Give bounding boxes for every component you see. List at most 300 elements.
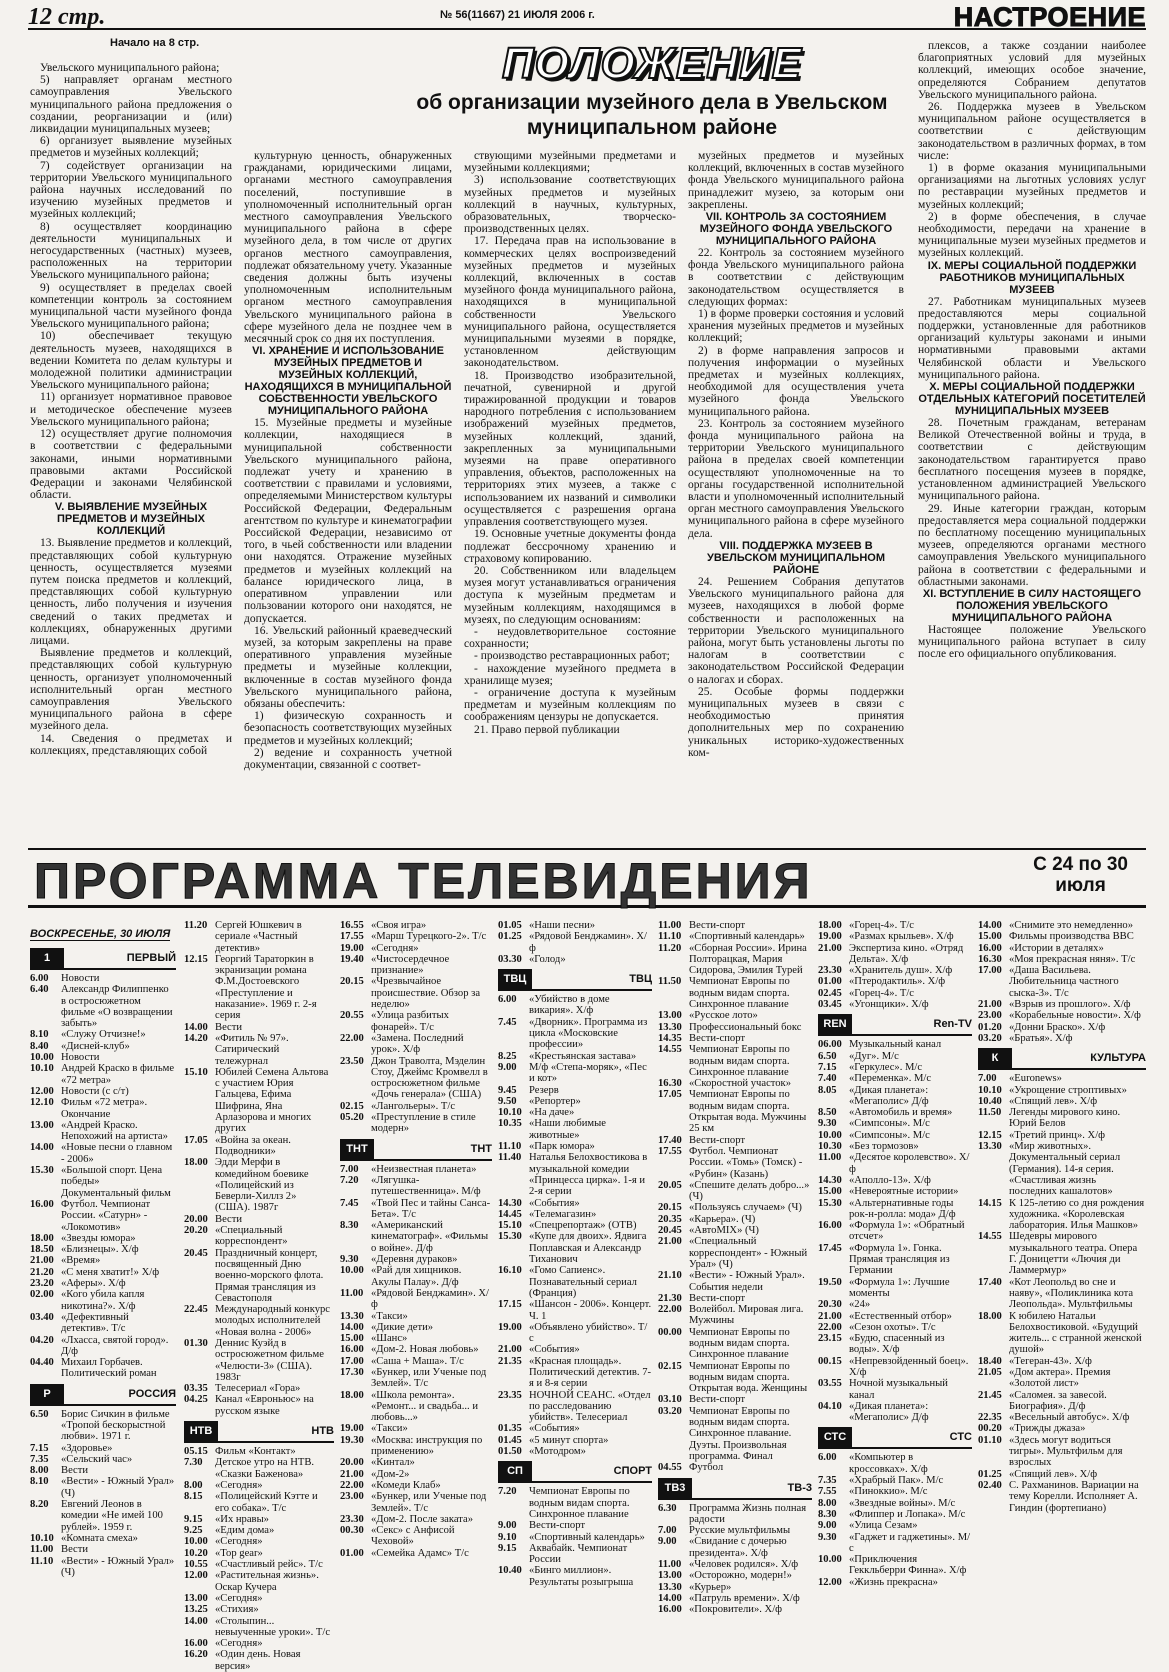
program-time: 16.00 bbox=[818, 1220, 842, 1232]
program-title: Чемпионат Европы по водным видам спорта. Синхронное плавание bbox=[689, 976, 790, 1011]
program-listing bbox=[498, 1322, 652, 1345]
program-title: «Специальный корреспондент» - Южный Урал» (Ч) bbox=[689, 1236, 808, 1270]
program-title: «Естественный отбор» bbox=[849, 1310, 952, 1322]
article-column bbox=[688, 150, 904, 830]
program-title: «Свидание с дочерью президента». Х/ф bbox=[689, 1536, 787, 1559]
program-listing bbox=[978, 1130, 1146, 1141]
channel-logo-icon: Р bbox=[30, 1384, 64, 1404]
article-subtitle: об организации музейного дела в Увельском муниципальном районе bbox=[416, 91, 888, 139]
program-time: 01.25 bbox=[498, 931, 522, 943]
program-time: 02.00 bbox=[30, 1289, 54, 1301]
program-time: 8.15 bbox=[184, 1491, 203, 1503]
program-title: «Дисней-клуб» bbox=[61, 1040, 130, 1052]
article-paragraph: 19. Основные учетные документы фонда подлежат бессрочному хранению и страховому копированию. bbox=[464, 528, 676, 565]
program-listing bbox=[658, 931, 812, 942]
program-time: 18.40 bbox=[978, 1355, 1002, 1367]
program-time: 01.00 bbox=[818, 976, 842, 988]
program-title: Русские мультфильмы bbox=[689, 1525, 791, 1537]
program-time: 8.40 bbox=[30, 1040, 49, 1052]
program-title: «5 минут спорта» bbox=[529, 1434, 609, 1446]
program-time: 10.00 bbox=[340, 1265, 364, 1277]
article-paragraph: 1) физическую сохранность и безопасность соответствующих музейных предметов и музейных коллекций; bbox=[244, 710, 452, 747]
program-listing bbox=[184, 1214, 334, 1225]
program-listing bbox=[30, 1357, 176, 1380]
program-title: «Трижды джаза» bbox=[1009, 1423, 1086, 1435]
issue-line: № 56(11667) 21 ИЮЛЯ 2006 г. bbox=[440, 9, 595, 21]
program-listing bbox=[30, 1556, 176, 1579]
program-title: «Укрощение строптивых» bbox=[1009, 1084, 1127, 1096]
program-time: 05.20 bbox=[340, 1112, 364, 1124]
program-time: 02.15 bbox=[340, 1100, 364, 1112]
article-paragraph: 10) обеспечивает текущую деятельность музеев, находящихся в ведении Комитета по делам культуры и молодежной политики администрации Увельского муниципального района; bbox=[30, 330, 232, 392]
program-listing bbox=[340, 1010, 492, 1033]
program-title: «Столыпин... невыученные уроки». Т/с bbox=[215, 1615, 331, 1638]
program-title: «Сборная России». Ирина Полторацкая, Мария Сидорова, Эмилия Турей bbox=[689, 942, 807, 977]
program-listing bbox=[340, 1423, 492, 1434]
program-time: 02.45 bbox=[818, 987, 842, 999]
program-time: 10.40 bbox=[978, 1095, 1002, 1107]
program-listing bbox=[340, 1101, 492, 1112]
program-time: 7.15 bbox=[818, 1061, 837, 1073]
program-listing bbox=[340, 1367, 492, 1390]
program-title: «Телемагазин» bbox=[529, 1208, 597, 1220]
program-title: Футбол. Чемпионат России. «Сатурн» - «Локомотив» bbox=[61, 1198, 151, 1233]
program-listing bbox=[818, 1299, 972, 1310]
program-listing bbox=[340, 1333, 492, 1344]
program-time: 14.00 bbox=[184, 1615, 208, 1627]
program-title: Фильм «Контакт» bbox=[215, 1446, 296, 1458]
program-time: 11.10 bbox=[498, 1141, 522, 1153]
program-listing bbox=[30, 1443, 176, 1454]
program-time: 16.10 bbox=[498, 1265, 522, 1277]
program-title: «Top gear» bbox=[215, 1547, 263, 1559]
program-listing bbox=[30, 1029, 176, 1040]
program-listing bbox=[340, 1265, 492, 1288]
program-time: 00.20 bbox=[978, 1423, 1002, 1435]
program-time: 10.40 bbox=[498, 1565, 522, 1577]
program-title: Телесериал «Гора» bbox=[215, 1383, 301, 1395]
program-listing bbox=[498, 1118, 652, 1141]
program-title: «Кот Леопольд во сне и наяву», «Поликлиника кота Леопольда». Мультфильмы bbox=[1009, 1276, 1134, 1311]
program-time: 7.20 bbox=[340, 1174, 359, 1186]
tv-dates-line: июля bbox=[1055, 875, 1106, 896]
program-title: Вести-спорт bbox=[689, 1394, 746, 1406]
program-time: 10.10 bbox=[498, 1107, 522, 1119]
program-time: 8.10 bbox=[30, 1476, 49, 1488]
program-time: 15.10 bbox=[498, 1220, 522, 1232]
program-time: 21.00 bbox=[978, 999, 1002, 1011]
program-title: «Гомо Сапиенс». Познавательный сериал (Франция) bbox=[529, 1265, 637, 1299]
program-time: 8.30 bbox=[818, 1508, 837, 1520]
channel-name: КУЛЬТУРА bbox=[1090, 1052, 1146, 1065]
program-title: «Спешите делать добро...» (Ч) bbox=[689, 1179, 810, 1203]
program-title: «Наши любимые животные» bbox=[529, 1118, 606, 1141]
program-time: 10.55 bbox=[184, 1559, 208, 1571]
program-listing bbox=[184, 1383, 334, 1394]
article-paragraph: 15. Музейные предметы и музейные коллекции, находящиеся в муниципальной собственности Увельского муниципального района, подлежат учету и хранению в соответствии с правилами и условиями, определяемыми Министерством культуры Российской Федерации, Федеральным агентством по культуре и кинематографии Российской Федерации, независимо от того, в чьей собственности или владении они находятся. Отражение музейных предметов и музейных коллекций на балансе юридического лица, в оперативном управлении или пользовании которого они находятся, не допускается. bbox=[244, 417, 452, 625]
program-listing bbox=[184, 1604, 334, 1615]
program-time: 16.20 bbox=[184, 1649, 208, 1661]
program-title: «Стихия» bbox=[215, 1604, 259, 1616]
article-paragraph: 7) содействует организации на территории Увельского муниципального района научных исследований по изучению музейных предметов и музейных коллекций; bbox=[30, 159, 232, 221]
program-time: 16.30 bbox=[658, 1078, 682, 1090]
article-column bbox=[30, 62, 232, 830]
program-title: «Большой спорт. Цена победы» Документальный фильм bbox=[61, 1165, 171, 1199]
program-time: 18.50 bbox=[30, 1244, 54, 1256]
program-listing bbox=[658, 1570, 812, 1581]
program-listing bbox=[498, 1231, 652, 1265]
program-time: 11.50 bbox=[658, 976, 682, 988]
program-title: Новости bbox=[61, 1052, 100, 1064]
program-listing bbox=[978, 1412, 1146, 1423]
program-listing bbox=[340, 1033, 492, 1056]
program-listing bbox=[498, 1543, 652, 1566]
channel-name: СПОРТ bbox=[613, 1465, 652, 1478]
program-time: 12.00 bbox=[818, 1576, 842, 1588]
program-time: 7.20 bbox=[498, 1486, 517, 1498]
program-time: 13.25 bbox=[184, 1604, 208, 1616]
program-title: «Преступление в стиле модерн» bbox=[371, 1112, 476, 1135]
article-paragraph: 27. Работникам муниципальных музеев предоставляются меры социальной поддержки, установленные для работников организаций культуры законами и иными нормативными правовыми актами Челябинской области и Увельского муниципального района. bbox=[918, 295, 1146, 381]
program-title: «Американский кинематограф». «Фильмы о войне». Д/ф bbox=[371, 1220, 489, 1254]
program-title: «Формула 1». Гонка. Прямая трансляция из Германии bbox=[849, 1242, 950, 1277]
program-listing bbox=[818, 1107, 972, 1118]
program-title: Аквабайк. Чемпионат России bbox=[529, 1542, 628, 1566]
program-time: 20.15 bbox=[658, 1202, 682, 1214]
program-title: «Рядовой Бенджамин». Х/ф bbox=[529, 931, 647, 954]
program-listing bbox=[498, 1299, 652, 1322]
program-listing bbox=[184, 1525, 334, 1536]
program-listing bbox=[978, 1231, 1146, 1276]
program-time: 20.20 bbox=[184, 1225, 208, 1237]
article-paragraph: 29. Иные категории граждан, которым предоставляется мера социальной поддержки по бесплатному посещению муниципальных музеев, определяются органами местного самоуправления Увельского муниципального района в соответствии с федеральными и областными законами. bbox=[918, 502, 1146, 588]
program-listing bbox=[340, 1514, 492, 1525]
program-time: 04.40 bbox=[30, 1357, 54, 1369]
program-time: 14.00 bbox=[184, 1021, 208, 1033]
program-time: 03.45 bbox=[818, 999, 842, 1011]
program-time: 11.00 bbox=[30, 1544, 54, 1556]
program-time: 22.45 bbox=[184, 1304, 208, 1316]
program-time: 6.50 bbox=[818, 1050, 837, 1062]
program-title: «Крестьянская застава» bbox=[529, 1050, 637, 1062]
channel-header bbox=[658, 1478, 812, 1500]
program-title: «Дом актера». Премия «Золотой лист» bbox=[1009, 1366, 1111, 1390]
program-title: «Хранитель душ». Х/ф bbox=[849, 965, 953, 977]
program-title: «Euronews» bbox=[1009, 1073, 1062, 1085]
program-listing bbox=[340, 1175, 492, 1198]
program-time: 10.10 bbox=[30, 1063, 54, 1075]
program-listing bbox=[30, 1086, 176, 1097]
program-time: 14.15 bbox=[978, 1197, 1002, 1209]
program-time: 20.05 bbox=[658, 1179, 682, 1191]
program-listing bbox=[498, 1198, 652, 1209]
article-paragraph: культурную ценность, обнаруженных гражданами, юридическими лицами, органами местного самоуправления поселений, поступившие в уполномоченный исполнительный орган местного самоуправления Увельского муниципального района в сфере музейного дела, в том числе от других органов местного самоуправления, подлежат обязательному учету. Указанные сведения должны быть изучены уполномоченным исполнительным органом местного самоуправления Увельского муниципального района в сфере музейного дела не позднее чем в месячный срок со дня их поступления. bbox=[244, 150, 452, 346]
program-title: «Замена. Последний урок». Х/ф bbox=[371, 1032, 464, 1056]
section-heading: VII. КОНТРОЛЬ ЗА СОСТОЯНИЕМ МУЗЕЙНОГО ФОНДА УВЕЛЬСКОГО МУНИЦИПАЛЬНОГО РАЙОНА bbox=[699, 211, 893, 248]
program-listing bbox=[978, 999, 1146, 1010]
program-listing bbox=[498, 1107, 652, 1118]
program-title: «Чистосердечное признание» bbox=[371, 953, 450, 977]
program-listing bbox=[184, 1514, 334, 1525]
program-time: 15.10 bbox=[184, 1066, 208, 1078]
program-listing bbox=[30, 1041, 176, 1052]
program-title: Шедевры мирового музыкального театра. Опера Г. Доницетти «Лючия ди Ламмермур» bbox=[1009, 1231, 1138, 1277]
program-title: Фильм «72 метра». Окончание bbox=[61, 1097, 148, 1120]
program-title: «Третий принц». Х/ф bbox=[1009, 1129, 1106, 1141]
channel-header bbox=[818, 1014, 972, 1036]
program-time: 21.20 bbox=[30, 1266, 54, 1278]
program-title: «Наши песни» bbox=[529, 920, 596, 931]
program-title: «Саша + Маша». Т/с bbox=[371, 1355, 464, 1367]
program-title: «Деревня дураков» bbox=[371, 1254, 458, 1266]
program-time: 8.00 bbox=[818, 1497, 837, 1509]
article-column bbox=[464, 150, 676, 830]
tv-column bbox=[658, 920, 812, 1616]
program-listing bbox=[978, 1096, 1146, 1107]
article-paragraph: 24. Решением Собрания депутатов Увельского муниципального района для музеев, находящихся в любой форме собственности и расположенных на территории Увельского муниципального района, могут быть установлены льготы по налогам в соответствии с законодательством Российской Федерации о налогах и сборах. bbox=[688, 575, 904, 686]
program-listing bbox=[658, 976, 812, 1010]
program-title: «Убийство в доме викария». Х/ф bbox=[529, 994, 610, 1017]
program-title: Фильмы производства ВВС bbox=[1009, 931, 1134, 943]
program-listing bbox=[978, 1198, 1146, 1232]
program-listing bbox=[818, 1175, 972, 1186]
program-time: 04.25 bbox=[184, 1394, 208, 1406]
program-listing bbox=[340, 1322, 492, 1333]
program-listing bbox=[658, 1559, 812, 1570]
article-paragraph: - нахождение музейного предмета в хранилище музея; bbox=[464, 662, 676, 687]
program-time: 19.00 bbox=[498, 1321, 522, 1333]
channel-name: РОССИЯ bbox=[128, 1387, 176, 1400]
program-time: 03.20 bbox=[658, 1405, 682, 1417]
program-title: Волейбол. Мировая лига. Мужчины bbox=[689, 1304, 804, 1327]
page-number: 12 стр. bbox=[28, 4, 106, 30]
program-title: «Школа ремонта». «Ремонт... и свадьба... и любовь...» bbox=[371, 1389, 479, 1424]
channel-name: НТВ bbox=[311, 1425, 334, 1438]
program-title: Детское утро на НТВ. «Сказки Баженова» bbox=[215, 1457, 315, 1480]
program-title: «Один день. Новая версия» bbox=[215, 1649, 301, 1672]
program-time: 17.00 bbox=[978, 965, 1002, 977]
program-time: 22.00 bbox=[818, 1321, 842, 1333]
program-title: «Горец-4». Т/с bbox=[849, 987, 914, 999]
program-title: «События» bbox=[529, 1423, 580, 1435]
program-title: Футбол. Чемпионат России. «Томь» (Томск) - «Рубин» (Казань) bbox=[689, 1145, 803, 1180]
program-time: 7.40 bbox=[818, 1073, 837, 1085]
program-listing bbox=[978, 1085, 1146, 1096]
article-column bbox=[918, 40, 1146, 830]
program-time: 8.20 bbox=[30, 1499, 49, 1511]
program-listing bbox=[818, 1486, 972, 1497]
program-listing bbox=[818, 931, 972, 942]
program-listing bbox=[184, 1491, 334, 1514]
article-paragraph: Выявление предметов и коллекций, представляющих собой культурную ценность, организует уполномоченный исполнительный орган местного самоуправления Увельского муниципального района в сфере музейного дела. bbox=[30, 647, 232, 733]
program-listing bbox=[978, 1356, 1146, 1367]
program-title: «Лхасса, святой город». Д/ф bbox=[61, 1334, 169, 1357]
program-title: «Лягушка-путешественница». М/ф bbox=[371, 1174, 481, 1198]
program-time: 11.00 bbox=[818, 1152, 842, 1164]
program-time: 21.00 bbox=[818, 942, 842, 954]
channel-name: Ren-TV bbox=[933, 1018, 972, 1031]
program-time: 05.15 bbox=[184, 1446, 208, 1458]
program-listing bbox=[340, 1164, 492, 1175]
program-title: «Вести» - Южный Урал» (Ч) bbox=[61, 1555, 175, 1578]
program-listing bbox=[498, 1446, 652, 1457]
program-title: «С меня хватит!» Х/ф bbox=[61, 1266, 160, 1278]
program-time: 7.30 bbox=[184, 1457, 203, 1469]
article-paragraph: 3) использование соответствующих музейных предметов и музейных коллекций в научных, культурных, образовательных, творческо-производственных целях. bbox=[464, 174, 676, 236]
program-time: 9.50 bbox=[498, 1095, 517, 1107]
program-listing bbox=[184, 1480, 334, 1491]
program-title: «Корабельные новости». Х/ф bbox=[1009, 1010, 1141, 1022]
article-paragraph: 26. Поддержка музеев в Увельском муниципальном районе осуществляется в соответствии с действующим законодательством в различных формах, в том числе: bbox=[918, 101, 1146, 162]
program-time: 8.50 bbox=[818, 1107, 837, 1119]
program-listing bbox=[818, 1378, 972, 1401]
program-listing bbox=[978, 1073, 1146, 1084]
program-title: Джон Траволта, Мэделин Стоу, Джеймс Кромвелл в остросюжетном фильме «Дочь генерала» (США) bbox=[371, 1055, 488, 1101]
program-time: 23.00 bbox=[340, 1491, 364, 1503]
program-listing bbox=[818, 1039, 972, 1050]
program-listing bbox=[978, 954, 1146, 965]
program-time: 11.00 bbox=[340, 1287, 364, 1299]
program-listing bbox=[184, 1067, 334, 1135]
program-title: Вести bbox=[215, 1021, 243, 1033]
program-title: «Неизвестная планета» bbox=[371, 1163, 477, 1175]
program-listing bbox=[498, 1265, 652, 1299]
page-header bbox=[28, 2, 1146, 32]
program-time: 21.00 bbox=[498, 1344, 522, 1356]
program-listing bbox=[818, 1509, 972, 1520]
program-listing bbox=[658, 1089, 812, 1134]
program-time: 01.35 bbox=[498, 1423, 522, 1435]
program-listing bbox=[340, 1311, 492, 1322]
program-listing bbox=[340, 1469, 492, 1480]
article-paragraph: 16. Увельский районный краеведческий музей, за которым закреплены на праве оперативного управления музейные предметы и музейные коллекции, включенные в состав музейного фонда Увельского муниципального района, обязаны обеспечить: bbox=[244, 624, 452, 710]
program-time: 01.25 bbox=[978, 1468, 1002, 1480]
program-listing bbox=[818, 999, 972, 1010]
program-listing bbox=[340, 1548, 492, 1559]
program-time: 01.05 bbox=[498, 920, 522, 931]
program-title: Евгений Леонов в комедии «Не имей 100 рублей». 1959 г. bbox=[61, 1499, 163, 1533]
section-heading: IX. МЕРЫ СОЦИАЛЬНОЙ ПОДДЕРЖКИ РАБОТНИКОВ МУНИЦИПАЛЬНЫХ МУЗЕЕВ bbox=[927, 259, 1137, 296]
program-title: «Скоростной участок» bbox=[689, 1078, 792, 1090]
program-time: 11.00 bbox=[658, 1559, 682, 1571]
article-paragraph: 23. Контроль за состоянием музейного фонда муниципального района на территории Увельского муниципального района в пределах своей компетенции осуществляют уполномоченные на то органы государственной исполнительной власти и уполномоченный исполнительный орган местного самоуправления Увельского муниципального района в сфере музейного дела. bbox=[688, 417, 904, 540]
program-title: «Пиноккио». М/с bbox=[849, 1486, 928, 1498]
program-title: К 125-летию со дня рождения художника. «Королевская лаборатория. Илья Машков» bbox=[1009, 1197, 1145, 1232]
program-time: 23.30 bbox=[340, 1513, 364, 1525]
tv-column bbox=[978, 920, 1146, 1594]
program-listing bbox=[658, 1304, 812, 1327]
program-time: 01.45 bbox=[498, 1434, 522, 1446]
program-time: 06.00 bbox=[818, 1039, 842, 1051]
program-time: 8.00 bbox=[184, 1479, 203, 1491]
rubric-title: НАСТРОЕНИЕ bbox=[953, 2, 1146, 32]
program-listing bbox=[658, 920, 812, 931]
program-title: «24» bbox=[849, 1299, 871, 1311]
article-paragraph: - ограничение доступа к музейным предметам и музейным коллекциям по соображениям цензуры не допускается. bbox=[464, 686, 676, 724]
program-listing bbox=[340, 976, 492, 1010]
program-time: 14.00 bbox=[30, 1142, 54, 1154]
program-listing bbox=[978, 1010, 1146, 1021]
program-listing bbox=[658, 1146, 812, 1180]
program-time: 18.00 bbox=[30, 1232, 54, 1244]
program-listing bbox=[498, 1356, 652, 1390]
program-title: «Сегодня» bbox=[215, 1536, 263, 1548]
article-paragraph: 20. Собственником или владельцем музея могут устанавливаться ограничения доступа к музейным предметам и музейным коллекциям, находящимся в музеях, по следующим основаниям: bbox=[464, 564, 676, 626]
program-listing bbox=[340, 1056, 492, 1101]
program-time: 15.30 bbox=[498, 1231, 522, 1243]
channel-header bbox=[184, 1421, 334, 1443]
program-listing bbox=[658, 1135, 812, 1146]
program-time: 17.45 bbox=[818, 1242, 842, 1254]
program-title: «Бункер, или Ученые под Землей». Т/с bbox=[371, 1491, 487, 1514]
program-listing bbox=[818, 1356, 972, 1379]
program-time: 14.30 bbox=[498, 1197, 522, 1209]
program-time: 10.30 bbox=[818, 1141, 842, 1153]
program-time: 11.40 bbox=[498, 1152, 522, 1164]
program-listing bbox=[818, 1452, 972, 1475]
program-title: «Лангольеры». Т/с bbox=[371, 1100, 456, 1112]
program-time: 21.00 bbox=[30, 1255, 54, 1267]
program-time: 9.30 bbox=[818, 1118, 837, 1130]
program-title: «Птеродактиль». Х/ф bbox=[849, 976, 946, 988]
program-listing bbox=[498, 1062, 652, 1085]
program-listing bbox=[818, 1062, 972, 1073]
program-listing bbox=[30, 984, 176, 1029]
program-time: 16.55 bbox=[340, 920, 364, 931]
program-title: Вести-спорт bbox=[689, 920, 746, 931]
channel-logo-icon: СП bbox=[498, 1461, 532, 1481]
program-time: 7.15 bbox=[30, 1442, 49, 1454]
program-title: «Моя прекрасная няня». Т/с bbox=[1009, 953, 1136, 965]
program-title: Праздничный концерт, посвященный Дню военно-морского флота. Прямая трансляция из Севастополя bbox=[215, 1247, 324, 1304]
program-title: Наталья Белохвостикова в музыкальной комедии «Принцесса цирка». 1-я и 2-я серии bbox=[529, 1152, 648, 1198]
program-time: 20.15 bbox=[340, 976, 364, 988]
program-listing bbox=[340, 1112, 492, 1135]
program-title: «Храбрый Пак». М/с bbox=[849, 1475, 944, 1487]
program-title: «Автомобиль и время» bbox=[849, 1107, 953, 1119]
program-listing bbox=[978, 1435, 1146, 1469]
tv-day-heading: ВОСКРЕСЕНЬЕ, 30 ИЮЛЯ bbox=[30, 928, 171, 940]
program-time: 6.00 bbox=[818, 1452, 837, 1464]
program-time: 19.40 bbox=[340, 953, 364, 965]
tv-dates-line: С 24 по 30 bbox=[1033, 854, 1128, 875]
program-title: Музыкальный канал bbox=[849, 1039, 942, 1051]
program-time: 15.00 bbox=[978, 931, 1002, 943]
program-title: «Снимите это немедленно» bbox=[1009, 920, 1133, 931]
program-time: 23.15 bbox=[818, 1333, 842, 1345]
program-time: 17.40 bbox=[978, 1276, 1002, 1288]
program-time: 12.15 bbox=[978, 1129, 1002, 1141]
article-paragraph: 1) в форме проверки состояния и условий хранения музейных предметов и музейных коллекций; bbox=[688, 308, 904, 345]
article-paragraph: 14. Сведения о предметах и коллекциях, представляющих собой bbox=[30, 732, 232, 757]
program-time: 23.00 bbox=[978, 1010, 1002, 1022]
program-time: 20.45 bbox=[184, 1247, 208, 1259]
program-time: 6.40 bbox=[30, 984, 49, 996]
program-listing bbox=[184, 1033, 334, 1067]
program-title: «Шансон - 2006». Концерт. Ч. 1 bbox=[529, 1299, 652, 1322]
program-title: Футбол bbox=[689, 1462, 724, 1474]
program-title: «Гаджет и гаджетины». М/с bbox=[849, 1531, 971, 1554]
program-time: 10.10 bbox=[978, 1084, 1002, 1096]
program-title: «Звездные войны». М/с bbox=[849, 1497, 956, 1509]
program-time: 9.00 bbox=[498, 1520, 517, 1532]
program-time: 13.30 bbox=[658, 1021, 682, 1033]
article-paragraph: 2) ведение и сохранность учетной документации, связанной с соответ- bbox=[244, 746, 452, 771]
program-time: 00.30 bbox=[340, 1525, 364, 1537]
program-title: «Красная площадь». Политический детектив. 7-я и 8-я серии bbox=[529, 1355, 652, 1390]
program-listing bbox=[340, 1288, 492, 1311]
program-title: «Будю, спасенный из воды». Х/ф bbox=[849, 1333, 945, 1356]
